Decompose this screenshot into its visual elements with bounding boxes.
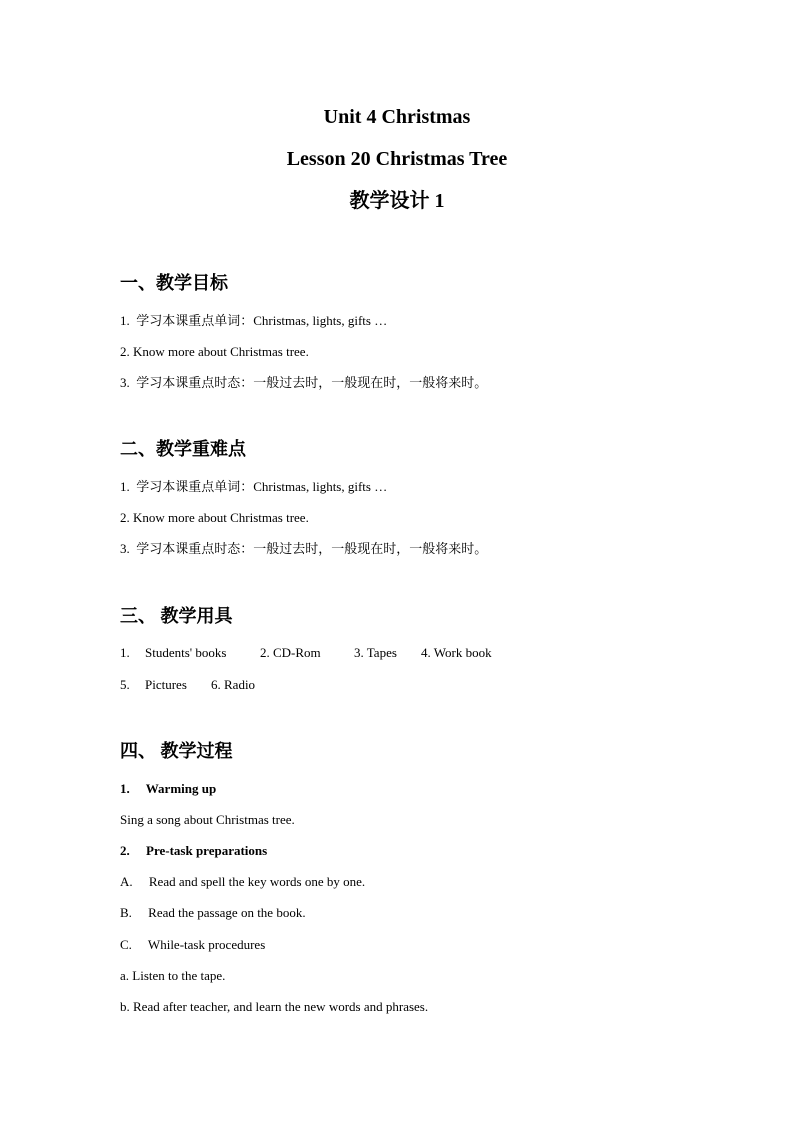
tools-row-2 (120, 677, 680, 693)
tool-number: 1. (120, 645, 130, 660)
keypoint-item-3: 3. 学习本课重点时态：一般过去时，一般现在时，一般将来时。 (120, 541, 488, 556)
design-title: 教学设计 1 (349, 190, 445, 212)
step-2-title: 2. Pre-task preparations (120, 843, 268, 858)
lesson-title: Lesson 20 Christmas Tree (286, 148, 508, 170)
tools-row-1 (120, 645, 680, 661)
unit-title: Unit 4 Christmas (323, 106, 471, 128)
tool-item: Students' books (145, 645, 227, 660)
tool-item: 3. Tapes (354, 645, 397, 660)
sub-item-b: b. Read after teacher, and learn the new words and phrases. (120, 999, 429, 1014)
section-heading-goals: 一、教学目标 (120, 273, 228, 293)
goal-item-1: 1. 学习本课重点单词：Christmas, lights, gifts … (120, 313, 388, 328)
keypoint-item-2: 2. Know more about Christmas tree. (120, 510, 309, 525)
section-heading-keypoints: 二、教学重难点 (120, 439, 246, 459)
sub-item-a: a. Listen to the tape. (120, 968, 226, 983)
step-1-text: Sing a song about Christmas tree. (120, 812, 295, 827)
section-heading-process: 四、 教学过程 (120, 741, 233, 761)
section-heading-tools: 三、 教学用具 (120, 606, 233, 626)
tool-number: 5. (120, 677, 130, 692)
tool-item: 6. Radio (211, 677, 256, 692)
goal-item-2: 2. Know more about Christmas tree. (120, 344, 309, 359)
tool-item: Pictures (145, 677, 187, 692)
tool-item: 2. CD-Rom (260, 645, 321, 660)
step-2-item-c: C. While-task procedures (120, 937, 266, 952)
goal-item-3: 3. 学习本课重点时态：一般过去时，一般现在时，一般将来时。 (120, 375, 488, 390)
tool-item: 4. Work book (421, 645, 492, 660)
step-2-item-a: A. Read and spell the key words one by one. (120, 874, 366, 889)
keypoint-item-1: 1. 学习本课重点单词：Christmas, lights, gifts … (120, 479, 388, 494)
step-2-item-b: B. Read the passage on the book. (120, 905, 306, 920)
step-1-title: 1. Warming up (120, 781, 217, 796)
